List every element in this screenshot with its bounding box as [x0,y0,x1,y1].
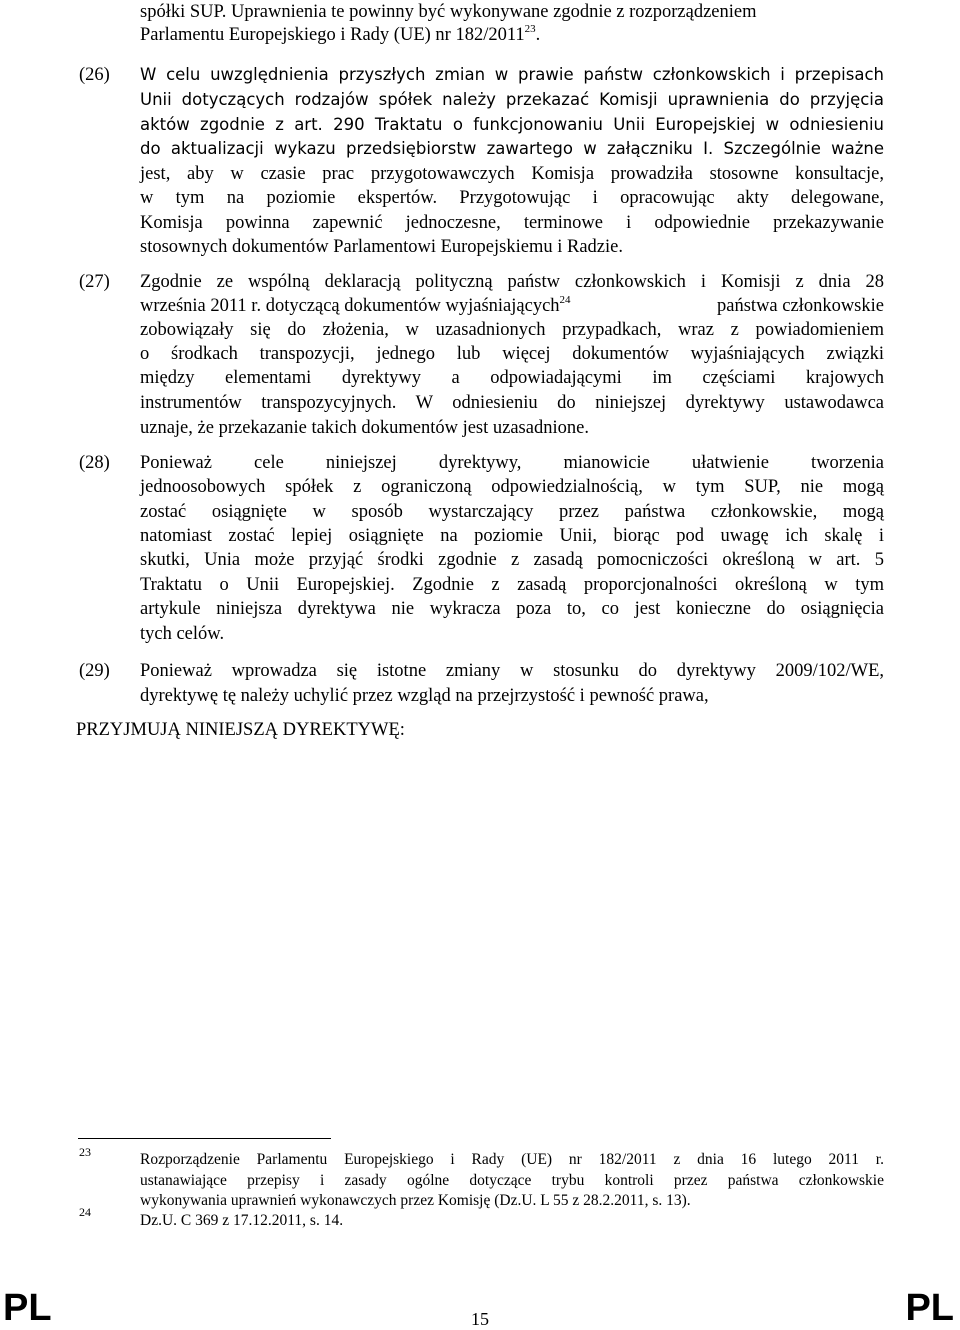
recital-26-line: Unii dotyczących rodzajów spółek należy przekazać Komisji uprawnienia do przyjęcia [140,90,884,109]
recital-26-line: Komisja powinna zapewnić jednoczesne, terminowe i odpowiednie przekazywanie [140,213,884,233]
body-text: Parlamentu Europejskiego i Rady (UE) nr 182/2011 [140,25,525,45]
recital-26-line: aktów zgodnie z art. 290 Traktatu o funkcjonowaniu Unii Europejskiej w odniesieniu [140,115,884,134]
recital-28-line: artykule niniejsza dyrektywa nie wykracza poza to, co jest konieczne do osiągnięcia [140,599,884,619]
recital-28-line: Ponieważ cele niniejszej dyrektywy, mianowicie ułatwienie tworzenia [140,453,884,473]
footnote-number-23: 23 [79,1145,91,1159]
recital-27-line [140,294,884,320]
language-code-right: PL [905,1287,954,1329]
recital-27-line: instrumentów transpozycyjnych. W odniesieniu do niniejszej dyrektywy ustawodawca [140,393,884,413]
footnote-23-line: ustanawiające przepisy i zasady ogólne dotyczące trybu kontroli przez państwa członkowskie [140,1172,884,1189]
footnote-23-line: wykonywania uprawnień wykonawczych przez Komisję (Dz.U. L 55 z 28.2.2011, s. 13). [140,1192,691,1209]
recital-28-line: zostać osiągnięte w sposób wystarczający przez państwa członkowskie, mogą [140,502,884,522]
recital-28-line: skutki, Unia może przyjąć środki zgodnie z zasadą pomocniczości określoną w art. 5 [140,550,884,570]
body-text-line: spółki SUP. Uprawnienia te powinny być wykonywane zgodnie z rozporządzeniem [140,2,757,22]
body-text-line [140,23,540,49]
recital-27-line: o środkach transpozycji, jednego lub więcej dokumentów wyjaśniających związki [140,344,884,364]
recital-number-26: (26) [79,65,110,85]
recital-26-line: jest, aby w czasie prac przygotowawczych Komisja prowadziła stosowne konsultacje, [140,164,884,184]
recital-number-27: (27) [79,272,110,292]
recital-number-29: (29) [79,661,110,681]
recital-26-line: stosownych dokumentów Parlamentowi Europejskiemu i Radzie. [140,237,623,257]
page-number: 15 [471,1309,489,1329]
language-code-left: PL [3,1287,52,1329]
recital-27-line: między elementami dyrektywy a odpowiadającymi im częściami krajowych [140,368,884,388]
recital-28-line: Traktatu o Unii Europejskiej. Zgodnie z zasadą proporcjonalności określoną w tym [140,575,884,595]
footnote-23-line: Rozporządzenie Parlamentu Europejskiego i Rady (UE) nr 182/2011 z dnia 16 lutego 2011 r. [140,1151,884,1168]
recital-26-line: W celu uwzględnienia przyszłych zmian w prawie państw członkowskich i przepisach [140,65,884,84]
body-text: września 2011 r. dotyczącą dokumentów wyjaśniających$^{24}$ [140,294,571,316]
footnote-number-24: 24 [79,1205,91,1219]
recital-29-line: Ponieważ wprowadza się istotne zmiany w stosunku do dyrektywy 2009/102/WE, [140,661,884,681]
recital-26-line: do aktualizacji wykazu przedsiębiorstw zawartego w załączniku I. Szczególnie ważne [140,139,884,158]
body-text: państwa członkowskie [717,296,884,316]
recital-29-line: dyrektywę tę należy uchylić przez wzgląd na przejrzystość i pewność prawa, [140,686,709,706]
footnote-24-line: Dz.U. C 369 z 17.12.2011, s. 14. [140,1212,344,1229]
recital-27-line: uznaje, że przekazanie takich dokumentów jest uzasadnione. [140,418,589,438]
period: . [535,25,541,45]
recital-28-line: tych celów. [140,624,225,644]
recital-27-line: zobowiązały się do złożenia, w uzasadnionych przypadkach, wraz z powiadomieniem [140,320,884,340]
footnote-separator [78,1138,331,1139]
recital-26-line: w tym na poziomie ekspertów. Przygotowując i opracowując akty delegowane, [140,188,884,208]
footnote-ref-24: 24 [559,294,571,306]
recital-28-line: natomiast zostać lepiej osiągnięte na poziomie Unii, biorąc pod uwagę ich skalę i [140,526,884,546]
footnote-ref-23: 23 [524,23,536,35]
recital-27-line: Zgodnie ze wspólną deklaracją polityczną państw członkowskich i Komisji z dnia 28 [140,272,884,292]
recital-28-line: jednoosobowych spółek z ograniczoną odpowiedzialnością, w tym SUP, nie mogą [140,477,884,497]
enacting-formula: PRZYJMUJĄ NINIEJSZĄ DYREKTYWĘ: [76,720,405,740]
recital-number-28: (28) [79,453,110,473]
